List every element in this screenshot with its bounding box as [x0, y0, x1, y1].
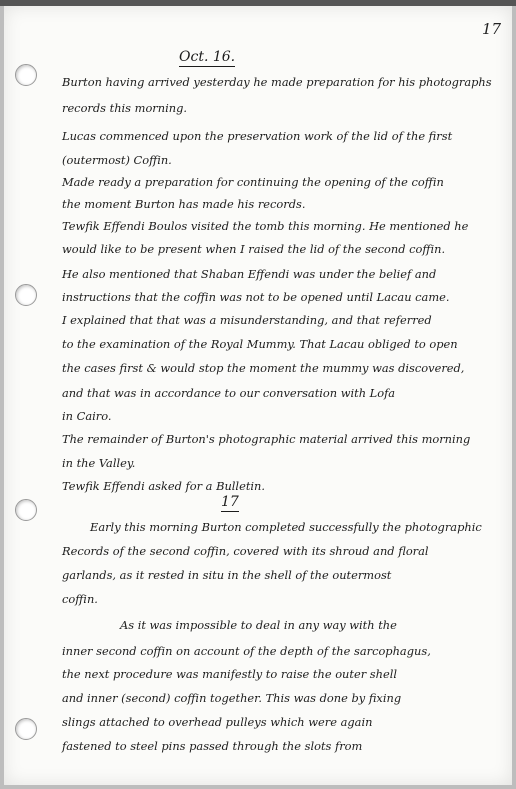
text-line: Tewfik Effendi asked for a Bulletin.: [62, 479, 265, 493]
entry-date: [179, 49, 235, 65]
text-line: inner second coffin on account of the depth of the sarcophagus,: [62, 644, 431, 658]
text-line: Made ready a preparation for continuing the opening of the coffin: [62, 175, 444, 189]
text-line: records this morning.: [62, 101, 187, 115]
punch-hole: [15, 718, 37, 740]
entry-date: [221, 494, 239, 510]
punch-hole: [15, 499, 37, 521]
text-line: Burton having arrived yesterday he made preparation for his photographs: [62, 75, 492, 89]
text-line: the cases first & would stop the moment the mummy was discovered,: [62, 361, 465, 375]
text-line: instructions that the coffin was not to be opened until Lacau came.: [62, 290, 450, 304]
text-line: Early this morning Burton completed successfully the photographic: [90, 520, 482, 534]
entry-date-text: 17: [221, 494, 239, 510]
entry-date-text: Oct. 16.: [179, 49, 236, 65]
text-line: in Cairo.: [62, 409, 112, 423]
text-line: to the examination of the Royal Mummy. That Lacau obliged to open: [62, 337, 458, 351]
page-number: 17: [482, 20, 502, 38]
text-line: As it was impossible to deal in any way with the: [120, 618, 397, 632]
text-line: He also mentioned that Shaban Effendi was under the belief and: [62, 267, 437, 281]
text-line: Lucas commenced upon the preservation work of the lid of the first: [62, 129, 453, 143]
text-line: The remainder of Burton's photographic material arrived this morning: [62, 432, 471, 446]
text-line: (outermost) Coffin.: [62, 153, 172, 167]
text-line: would like to be present when I raised the lid of the second coffin.: [62, 242, 446, 256]
text-line: fastened to steel pins passed through the slots from: [62, 739, 363, 753]
text-line: the next procedure was manifestly to raise the outer shell: [62, 667, 397, 681]
text-line: the moment Burton has made his records.: [62, 197, 306, 211]
text-line: coffin.: [62, 592, 98, 606]
text-line: Records of the second coffin, covered with its shroud and floral: [62, 544, 429, 558]
text-line: Tewfik Effendi Boulos visited the tomb this morning. He mentioned he: [62, 219, 469, 233]
text-line: I explained that that was a misunderstanding, and that referred: [62, 313, 432, 327]
text-line: and inner (second) coffin together. This was done by fixing: [62, 691, 402, 705]
punch-hole: [15, 64, 37, 86]
text-line: in the Valley.: [62, 456, 136, 470]
text-line: slings attached to overhead pulleys which were again: [62, 715, 373, 729]
notebook-sheet: [4, 6, 512, 785]
text-line: and that was in accordance to our conversation with Lofa: [62, 386, 396, 400]
punch-hole: [15, 284, 37, 306]
text-line: garlands, as it rested in situ in the shell of the outermost: [62, 568, 392, 582]
